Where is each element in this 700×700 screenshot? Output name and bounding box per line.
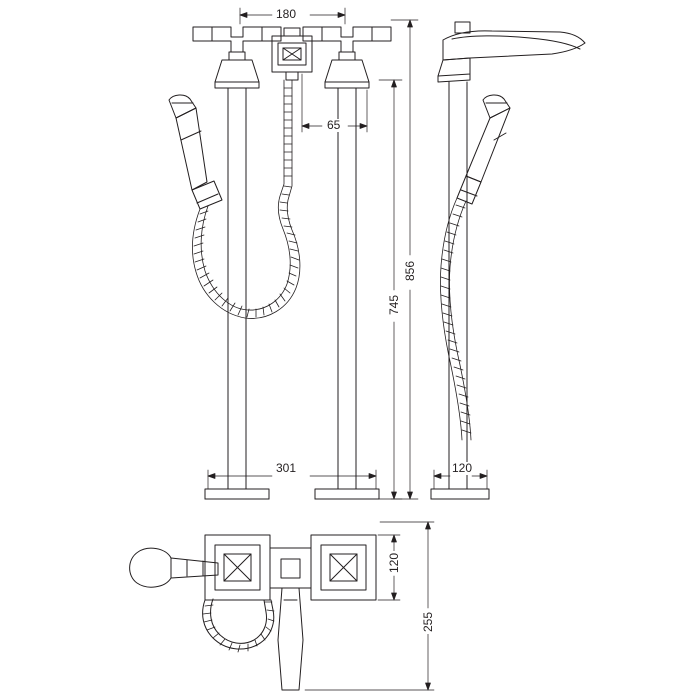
dimension-label-301: 301: [276, 461, 297, 475]
front-view-diverter-body: [272, 28, 312, 80]
dimension-label-255-plan: 255: [421, 611, 435, 632]
front-view-right-riser: [303, 27, 391, 499]
dimension-label-120-width: 120: [452, 461, 473, 475]
dimension-label-120-plan: 120: [387, 552, 401, 573]
plan-view: [130, 535, 376, 690]
front-view-left-riser: [193, 27, 281, 499]
front-view-handset: [169, 95, 222, 209]
side-view-shower-hose: [440, 198, 471, 440]
dimension-label-180: 180: [276, 7, 297, 21]
dimension-label-745: 745: [387, 294, 401, 315]
side-view-handset: [457, 95, 510, 204]
dimension-label-65: 65: [327, 118, 341, 132]
dimension-lines: [208, 8, 487, 690]
dimension-label-856: 856: [403, 260, 417, 281]
side-view-mixer: [431, 22, 585, 499]
